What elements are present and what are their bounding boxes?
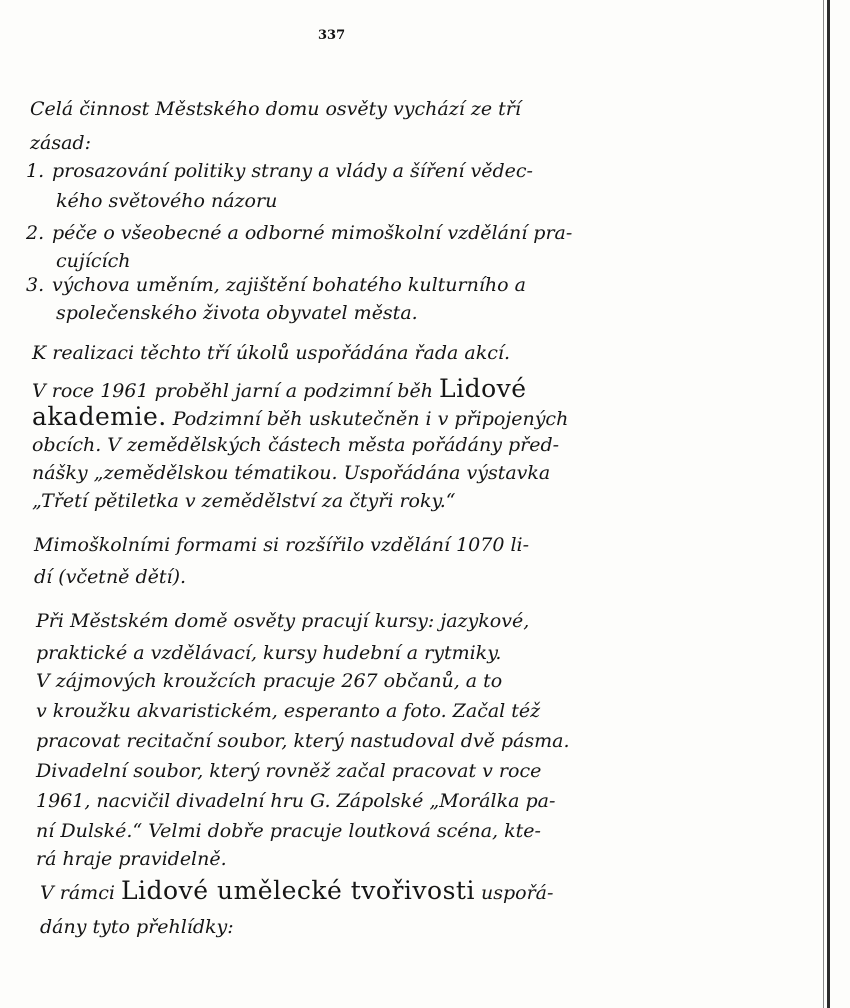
principle-3	[26, 276, 526, 295]
actions-line-2	[32, 376, 527, 401]
courses-line-7: 1961, nacvičil divadelní hru G. Zápolské „Morálka pa-	[36, 790, 556, 812]
actions-line-3	[32, 404, 568, 429]
lidove-umelecke-tvorivosti-heading: Lidové umělecké tvořivosti	[120, 876, 475, 905]
actions-line-2-text: V roce 1961 proběhl jarní a podzimní běh	[32, 380, 439, 402]
principle-2-number: 2.	[26, 222, 45, 244]
courses-line-8: ní Dulské.“ Velmi dobře pracuje loutková scéna, kte-	[36, 820, 541, 842]
principle-1-line-2: kého světového názoru	[56, 190, 278, 212]
courses-line-2: praktické a vzdělávací, kursy hudební a rytmiky.	[36, 642, 502, 664]
folk-line-2: dány tyto přehlídky:	[40, 916, 234, 938]
principle-3-text: výchova uměním, zajištění bohatého kulturního a	[52, 274, 526, 296]
principle-2-line-2: cujících	[56, 250, 131, 272]
intro-line-2: zásad:	[30, 132, 91, 154]
principle-2-text: péče o všeobecné a odborné mimoškolní vzdělání pra-	[52, 222, 573, 244]
principle-3-line-2: společenského života obyvatel města.	[56, 302, 418, 324]
lidove-akademie-heading-part1: Lidové	[438, 374, 527, 403]
courses-line-5: pracovat recitační soubor, který nastudoval dvě pásma.	[36, 730, 570, 752]
folk-line-1	[40, 878, 553, 903]
actions-line-3-text: Podzimní běh uskutečněn i v připojených	[166, 408, 569, 430]
courses-line-1: Při Městském domě osvěty pracují kursy: jazykové,	[36, 610, 530, 632]
intro-line-1: Celá činnost Městského domu osvěty vychází ze tří	[30, 98, 521, 120]
principle-1	[26, 162, 533, 181]
principle-2	[26, 224, 572, 243]
education-line-1: Mimoškolními formami si rozšířilo vzdělání 1070 li-	[34, 534, 530, 556]
education-line-2: dí (včetně dětí).	[34, 566, 187, 588]
actions-line-1: K realizaci těchto tří úkolů uspořádána řada akcí.	[32, 342, 511, 364]
folk-line-1-tail: uspořá-	[474, 882, 554, 904]
actions-line-4: obcích. V zemědělských částech města pořádány před-	[32, 434, 560, 456]
page-number: 337	[318, 28, 346, 43]
principle-1-text: prosazování politiky strany a vlády a šíření vědec-	[52, 160, 533, 182]
principle-1-number: 1.	[26, 160, 45, 182]
page-binding-edge-thin	[823, 0, 824, 1008]
courses-line-9: rá hraje pravidelně.	[36, 848, 227, 870]
actions-line-5: nášky „zemědělskou tématikou. Uspořádána výstavka	[32, 462, 551, 484]
folk-line-1-text: V rámci	[40, 882, 121, 904]
page-binding-edge	[827, 0, 830, 1008]
actions-line-6: „Třetí pětiletka v zemědělství za čtyři roky.“	[32, 490, 456, 512]
lidove-akademie-heading-part2: akademie.	[32, 402, 167, 431]
courses-line-4: v kroužku akvaristickém, esperanto a foto. Začal též	[36, 700, 541, 722]
courses-line-3: V zájmových kroužcích pracuje 267 občanů, a to	[36, 670, 503, 692]
principle-3-number: 3.	[26, 274, 45, 296]
courses-line-6: Divadelní soubor, který rovněž začal pracovat v roce	[36, 760, 542, 782]
